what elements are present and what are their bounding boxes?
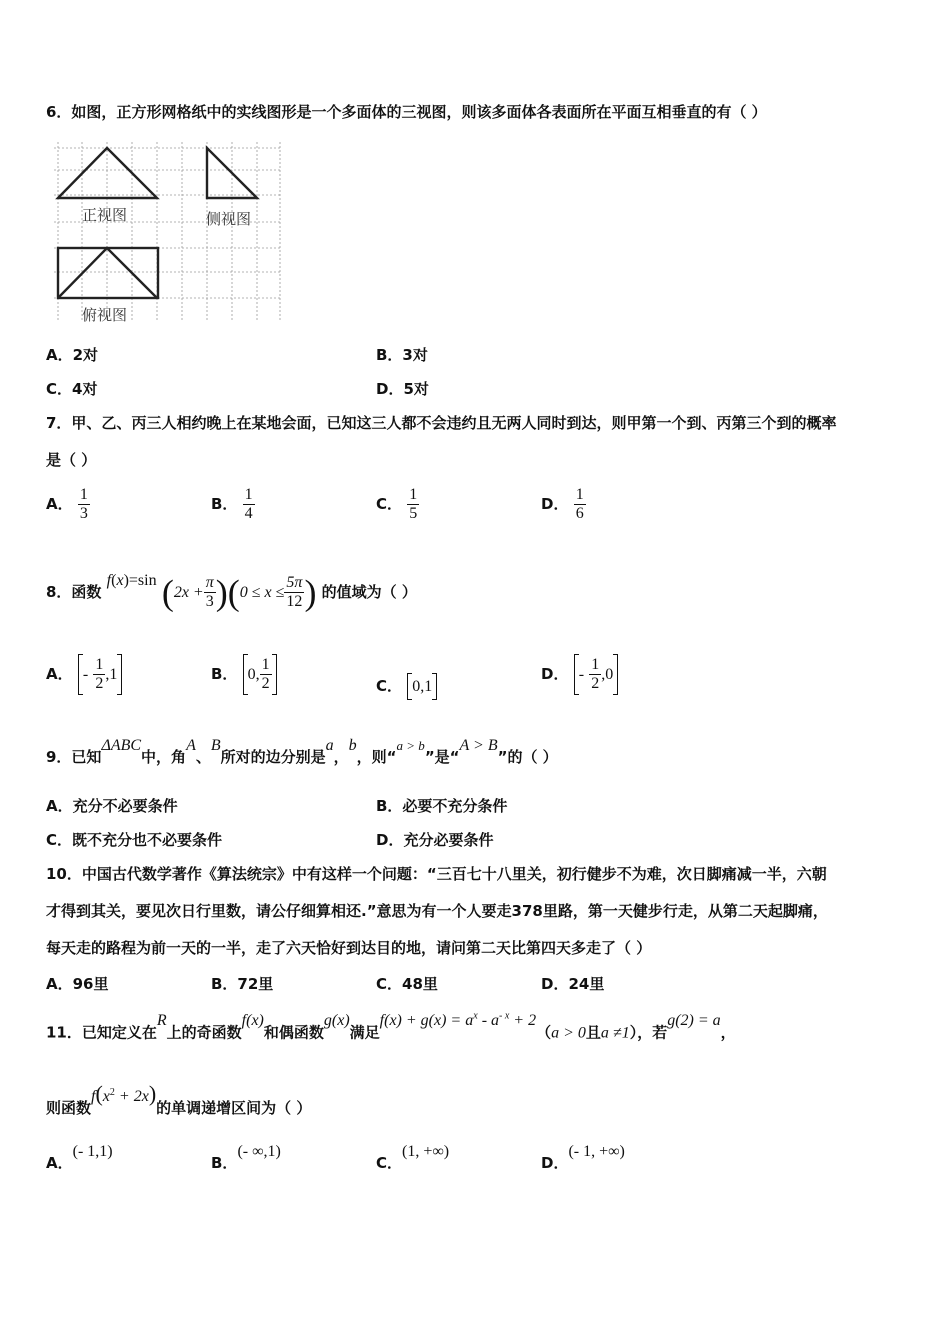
numerator: π — [205, 574, 214, 591]
q7-option-d-fraction — [574, 486, 586, 523]
q8-option-a-label: A． — [46, 665, 73, 683]
denominator: 5 — [409, 505, 418, 522]
q9-p2: 中，角 — [141, 748, 187, 766]
q11-p5: （ — [536, 1023, 552, 1042]
q6-option-d[interactable]: D．5对 — [376, 380, 429, 398]
interval-tail: ,0 — [601, 666, 614, 683]
q8-option-c-label: C． — [376, 677, 403, 695]
q7-option-c-label: C． — [376, 495, 403, 513]
q10-option-b[interactable]: B．72里 — [211, 975, 274, 993]
three-view-figure — [50, 140, 290, 328]
denominator: 2 — [95, 675, 104, 692]
q6-option-c[interactable]: C．4对 — [46, 380, 98, 398]
q11-option-d-value: (- 1, +∞) — [568, 1143, 625, 1160]
side-b: b — [348, 737, 357, 754]
equation-main: f(x) + g(x) = a — [379, 1012, 474, 1030]
q11-p4: 满足 — [349, 1023, 380, 1042]
front-view-label: 正视图 — [82, 206, 128, 224]
even-function-gx: g(x) — [323, 1012, 350, 1030]
q6-option-b[interactable]: B．3对 — [376, 346, 428, 364]
q10-line3: 每天走的路程为前一天的一半，走了六天恰好到达目的地，请问第二天比第四天多走了（ ） — [46, 939, 652, 957]
real-set-r: R — [156, 1012, 167, 1030]
q7-option-a-fraction — [78, 486, 90, 523]
numerator: 1 — [591, 656, 600, 673]
q11-stem-line1 — [46, 1011, 736, 1044]
q11-option-c-value: (1, +∞) — [402, 1143, 450, 1160]
interval-text: 0,1 — [412, 678, 433, 695]
q9-option-d[interactable]: D．充分必要条件 — [376, 831, 494, 849]
x-symbol: x — [102, 1088, 110, 1105]
interval-head: 0, — [247, 666, 260, 683]
denominator: 12 — [286, 593, 303, 610]
pi-over-3 — [204, 574, 216, 611]
q11-p6: 且 — [585, 1023, 601, 1042]
equation-minus-a: - a — [477, 1012, 500, 1030]
denominator: 2 — [261, 675, 270, 692]
q11-option-b-value: (- ∞,1) — [237, 1143, 281, 1160]
numerator: 1 — [575, 486, 584, 503]
q10-option-d[interactable]: D．24里 — [541, 975, 605, 993]
plus-2x: + 2x — [114, 1088, 149, 1105]
q9-option-a[interactable]: A．充分不必要条件 — [46, 797, 178, 815]
numerator: 1 — [244, 486, 253, 503]
q7-stem-line1: 7．甲、乙、丙三人相约晚上在某地会面，已知这三人都不会违约且无两人同时到达，则甲第一个到、丙第三个到的概率 — [46, 414, 837, 432]
condition-a-positive: a > 0 — [551, 1024, 586, 1042]
q9-option-c[interactable]: C．既不充分也不必要条件 — [46, 831, 223, 849]
interval-tail: ,1 — [105, 666, 118, 683]
exponent-neg-x: - x — [499, 1011, 510, 1022]
q7-option-c-fraction — [407, 486, 419, 523]
x-symbol: x — [116, 572, 124, 589]
denominator: 4 — [244, 505, 253, 522]
q7-option-a[interactable] — [46, 486, 90, 523]
q11-stem-line2 — [46, 1081, 312, 1120]
angle-b: B — [210, 737, 221, 754]
numerator: 1 — [409, 486, 418, 503]
q11-p8: ， — [720, 1023, 736, 1042]
q9-p3: 、 — [195, 748, 211, 766]
q7-option-d[interactable] — [541, 486, 586, 523]
q9-p6: ，则“ — [356, 748, 397, 766]
domain-inequality: 0 ≤ x ≤ — [239, 584, 285, 601]
minus-sign: - — [82, 666, 89, 683]
q11-option-c-label: C． — [376, 1154, 403, 1172]
angle-a: A — [186, 737, 196, 754]
odd-function-fx: f(x) — [241, 1012, 264, 1030]
interval-d — [574, 654, 619, 695]
numerator: 1 — [79, 486, 88, 503]
exponent-2: 2 — [109, 1087, 115, 1098]
q11-option-a[interactable] — [46, 1143, 113, 1175]
interval-a — [78, 654, 123, 695]
two-x-plus: 2x + — [173, 584, 204, 601]
numerator: 1 — [95, 656, 104, 673]
q11-option-a-value: (- 1,1) — [72, 1143, 113, 1160]
q9-p8: ”的（ ） — [497, 748, 558, 766]
q8-option-d-label: D． — [541, 665, 569, 683]
q7-option-b-fraction — [243, 486, 255, 523]
denominator: 2 — [591, 675, 600, 692]
side-view-label: 侧视图 — [206, 210, 252, 228]
q8-option-a[interactable] — [46, 654, 122, 695]
q7-option-d-label: D． — [541, 495, 569, 513]
functional-equation — [380, 1012, 536, 1029]
triangle-abc: ΔABC — [101, 737, 142, 754]
condition-A-gt-B: A > B — [459, 737, 498, 754]
five-pi-over-12 — [284, 574, 304, 611]
q11-p1: 11．已知定义在 — [46, 1023, 157, 1042]
top-view-label: 俯视图 — [82, 306, 128, 324]
side-a: a — [325, 737, 334, 754]
equation-plus-2: + 2 — [509, 1012, 537, 1030]
numerator: 1 — [261, 656, 270, 673]
q11-p3: 和偶函数 — [263, 1023, 324, 1042]
q11-option-b[interactable] — [211, 1143, 281, 1175]
q10-option-c[interactable]: C．48里 — [376, 975, 438, 993]
numerator: 5π — [286, 574, 303, 591]
q10-line2: 才得到其关，要见次日行里数，请公仔细算相还.”意思为有一个人要走378里路，第一天健步行走，从第二天起脚痛， — [46, 902, 828, 920]
q7-option-a-label: A． — [46, 495, 73, 513]
eq-sin: =sin — [128, 572, 157, 589]
q11-line2a: 则函数 — [46, 1099, 92, 1117]
q11-option-d-label: D． — [541, 1154, 569, 1172]
denominator: 3 — [79, 505, 88, 522]
denominator: 6 — [575, 505, 584, 522]
q8-option-b-label: B． — [211, 665, 238, 683]
f-symbol: f — [91, 1088, 96, 1105]
q11-option-b-label: B． — [211, 1154, 238, 1172]
q9-p5: ， — [333, 748, 349, 766]
q10-line1: 10．中国古代数学著作《算法统宗》中有这样一个问题：“三百七十八里关，初行健步不为难，次日脚痛减一半，六朝 — [46, 865, 827, 883]
q8-function: f(x)=sin — [106, 572, 157, 589]
q11-option-a-label: A． — [46, 1154, 73, 1172]
composite-function: $f(x^2 + 2x)$ — [91, 1081, 157, 1106]
q11-p7: ），若 — [629, 1023, 668, 1042]
q8-stem: 8．函数 f(x)=sin (2x + $\frac{\pi}{3}$ )(0 ≤ x ≤ $\frac{5\pi}{12}$ ) 的值域为（ ） — [46, 572, 417, 613]
q10-option-a[interactable]: A．96里 — [46, 975, 109, 993]
q9-p7: ”是“ — [424, 748, 460, 766]
minus-sign: - — [578, 666, 585, 683]
q8-option-c[interactable] — [376, 673, 437, 700]
q8-suffix: 的值域为（ ） — [321, 583, 417, 601]
q11-option-c[interactable] — [376, 1143, 450, 1175]
q6-stem: 6．如图，正方形网格纸中的实线图形是一个多面体的三视图，则该多面体各表面所在平面互相垂直的有（ ） — [46, 103, 767, 121]
q9-p4: 所对的边分别是 — [220, 748, 326, 766]
q9-stem — [46, 737, 558, 769]
q9-p1: 9．已知 — [46, 748, 102, 766]
q8-option-d[interactable] — [541, 654, 618, 695]
q8-prefix: 8．函数 — [46, 583, 102, 601]
g2-equals-a: g(2) = a — [667, 1012, 721, 1030]
condition-a-gt-b: a > b — [396, 738, 425, 753]
exponent-x: x — [473, 1011, 478, 1022]
q11-p2: 上的奇函数 — [166, 1023, 242, 1042]
q6-option-a[interactable]: A．2对 — [46, 346, 99, 364]
q9-option-b[interactable]: B．必要不充分条件 — [376, 797, 508, 815]
interval-b — [243, 654, 277, 695]
q11-line2b: 的单调递增区间为（ ） — [156, 1099, 312, 1117]
denominator: 3 — [205, 593, 214, 610]
q7-option-b[interactable] — [211, 486, 255, 523]
condition-a-not-one: a ≠1 — [600, 1024, 630, 1042]
interval-c — [407, 673, 437, 700]
q7-stem-line2: 是（ ） — [46, 451, 97, 469]
q7-option-b-label: B． — [211, 495, 238, 513]
f-symbol: f — [106, 572, 112, 589]
q7-option-c[interactable] — [376, 486, 419, 523]
q8-option-b[interactable] — [211, 654, 277, 695]
q11-option-d[interactable] — [541, 1143, 625, 1175]
